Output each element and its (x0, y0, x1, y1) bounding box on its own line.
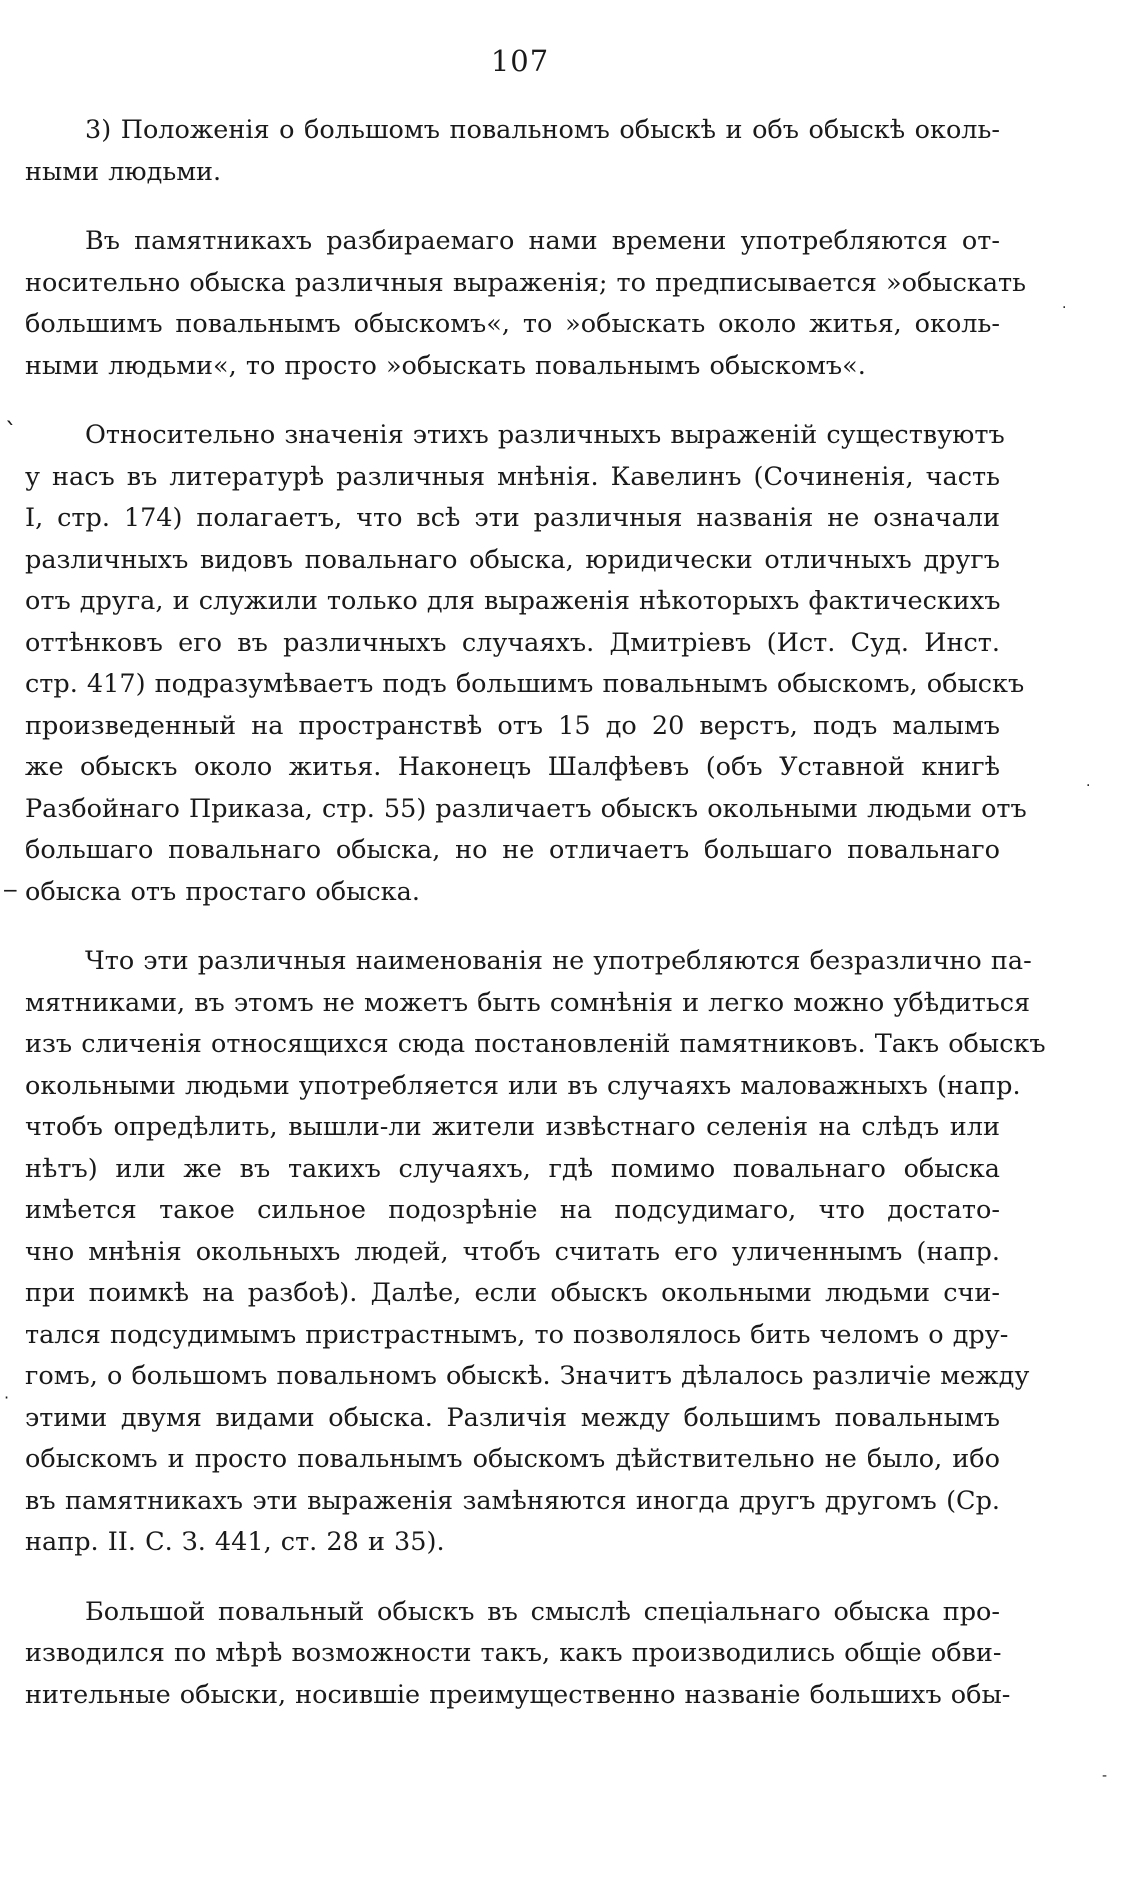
margin-mark: · (1062, 300, 1067, 316)
body-text (25, 110, 1046, 1744)
text-line: нѣтъ) или же въ такихъ случаяхъ, гдѣ помимо повальнаго обыска (25, 1153, 1000, 1184)
text-line: же обыскъ около житья. Наконецъ Шалфѣевъ (объ Уставной книгѣ (25, 752, 1000, 782)
text-line: окольными людьми употребляется или въ случаяхъ маловажныхъ (напр. (25, 1070, 1021, 1101)
paragraph-3 (25, 415, 1027, 913)
text-line: большаго повальнаго обыска, но не отличаетъ большаго повальнаго (25, 835, 1000, 865)
text-line: I, стр. 174) полагаетъ, что всѣ эти различныя названія не означали (25, 503, 1000, 533)
text-line: мятниками, въ этомъ не можетъ быть сомнѣнія и легко можно убѣдиться (25, 987, 1031, 1018)
paragraph-4 (25, 941, 1046, 1564)
text-line: тался подсудимымъ пристрастнымъ, то позволялось бить челомъ о дру- (25, 1319, 1009, 1350)
paragraph-1 (25, 110, 1000, 193)
page-number: 107 (490, 44, 550, 78)
paragraph-2 (25, 221, 1027, 387)
text-line: различныхъ видовъ повальнаго обыска, юридически отличныхъ другъ (25, 544, 1000, 575)
text-line: носительно обыска различныя выраженія; то предписывается »обыскать (25, 267, 1027, 298)
text-line: изъ сличенія относящихся сюда постановленій памятниковъ. Такъ обыскъ (25, 1029, 1046, 1059)
text-line: оттѣнковъ его въ различныхъ случаяхъ. Дмитріевъ (Ист. Суд. Инст. (25, 627, 1000, 658)
margin-mark: − (2, 878, 19, 902)
text-line: произведенный на пространствѣ отъ 15 до 20 верстъ, подъ малымъ (25, 710, 1000, 741)
text-line: въ памятникахъ эти выраженія замѣняются иногда другъ другомъ (Ср. (25, 1485, 1000, 1516)
text-line: чтобъ опредѣлить, вышли-ли жители извѣстнаго селенія на слѣдъ или (25, 1112, 1000, 1142)
text-line: отъ друга, и служили только для выраженія нѣкоторыхъ фактическихъ (25, 586, 1001, 616)
margin-mark: · (4, 1388, 10, 1407)
text-line: нительные обыски, носившіе преимущественно названіе большихъ обы- (25, 1679, 1011, 1710)
text-line: большимъ повальнымъ обыскомъ«, то »обыскать около житья, околь- (25, 309, 1000, 339)
margin-mark: - (1102, 1768, 1108, 1784)
text-line: изводился по мѣрѣ возможности такъ, какъ производились общіе обви- (25, 1638, 1002, 1668)
text-line: стр. 417) подразумѣваетъ подъ большимъ повальнымъ обыскомъ, обыскъ (25, 669, 1025, 699)
text-line: ными людьми. (25, 156, 222, 187)
text-line: чно мнѣнія окольныхъ людей, чтобъ считать его уличеннымъ (напр. (25, 1236, 1000, 1267)
text-line: Большой повальный обыскъ въ смыслѣ спеціальнаго обыска про- (85, 1596, 1000, 1627)
text-line: Разбойнаго Приказа, стр. 55) различаетъ обыскъ окольными людьми отъ (25, 793, 1027, 824)
margin-mark: ˋ (5, 418, 17, 446)
text-line: напр. II. С. З. 441, ст. 28 и 35). (25, 1527, 445, 1557)
text-line: ными людьми«, то просто »обыскать повальнымъ обыскомъ«. (25, 350, 866, 381)
text-line: при поимкѣ на разбоѣ). Далѣе, если обыскъ окольными людьми счи- (25, 1278, 1000, 1308)
text-line: 3) Положенія о большомъ повальномъ обыскѣ и объ обыскѣ околь- (85, 115, 1000, 145)
text-line: у насъ въ литературѣ различныя мнѣнія. Кавелинъ (Сочиненія, часть (25, 461, 1000, 492)
margin-mark: · (1086, 778, 1091, 794)
text-line: Что эти различныя наименованія не употребляются безразлично па- (85, 946, 1032, 976)
text-line: имѣется такое сильное подозрѣніе на подсудимаго, что достато- (25, 1195, 1000, 1225)
text-line: этими двумя видами обыска. Различія между большимъ повальнымъ (25, 1402, 1000, 1433)
text-line: гомъ, о большомъ повальномъ обыскѣ. Значитъ дѣлалось различіе между (25, 1361, 1030, 1391)
paragraph-5 (25, 1592, 1011, 1717)
text-line: обыска отъ простаго обыска. (25, 876, 420, 907)
text-line: Въ памятникахъ разбираемаго нами времени употребляются от- (85, 226, 1000, 256)
text-line: Относительно значенія этихъ различныхъ выраженій существуютъ (85, 420, 1005, 450)
text-line: обыскомъ и просто повальнымъ обыскомъ дѣйствительно не было, ибо (25, 1444, 1000, 1474)
